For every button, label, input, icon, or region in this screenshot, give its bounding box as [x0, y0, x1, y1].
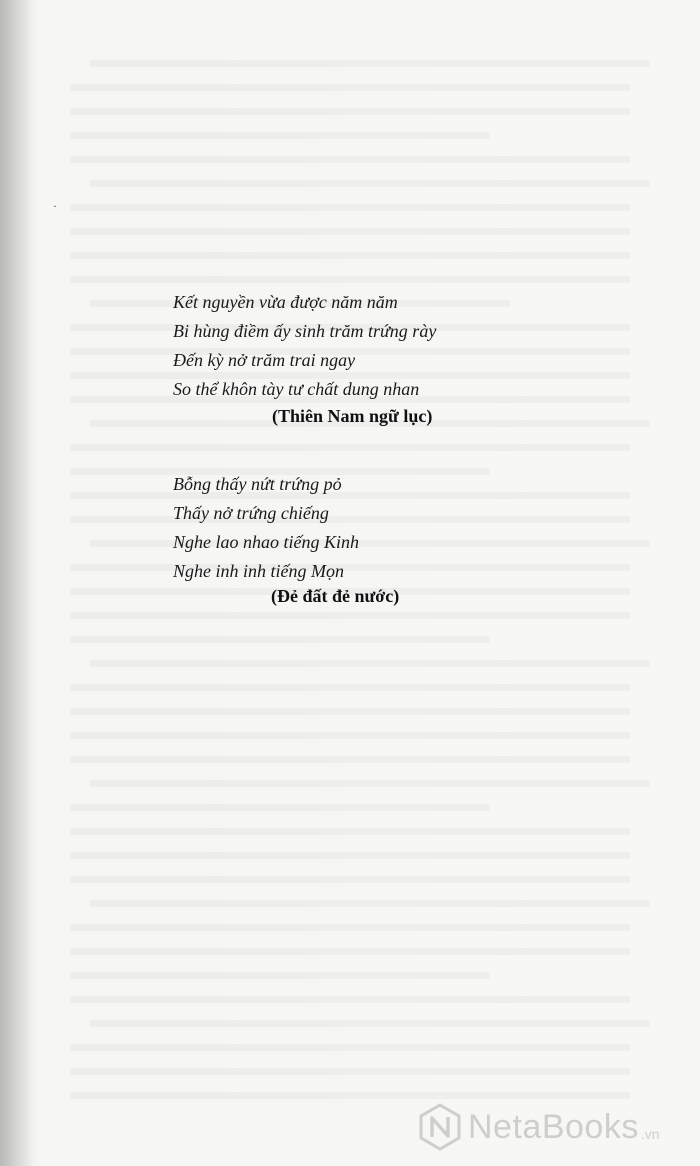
show-through-line [70, 1044, 630, 1051]
show-through-line [70, 876, 630, 883]
netabooks-logo-icon [418, 1103, 462, 1151]
show-through-line [70, 852, 630, 859]
gutter-shadow [0, 0, 34, 1166]
show-through-line [70, 948, 630, 955]
show-through-line [70, 204, 630, 211]
show-through-line [70, 732, 630, 739]
show-through-line [70, 828, 630, 835]
show-through-line [70, 612, 630, 619]
verse-line: Bỗng thấy nứt trứng pỏ [173, 474, 342, 494]
verse-1 [173, 288, 436, 404]
show-through-line [70, 924, 630, 931]
watermark-logo [418, 1102, 660, 1152]
show-through-line [70, 756, 630, 763]
verse-line: Bi hùng điềm ấy sinh trăm trứng rày [173, 321, 437, 341]
show-through-line [90, 900, 650, 907]
watermark-suffix: .vn [640, 1126, 660, 1142]
show-through-line [70, 1068, 630, 1075]
verse-line: Nghe lao nhao tiếng Kinh [173, 532, 359, 552]
show-through-line [70, 1092, 630, 1099]
show-through-line [70, 228, 630, 235]
show-through-line [70, 996, 630, 1003]
verse-2 [173, 470, 359, 586]
show-through-line [70, 84, 630, 91]
show-through-line [90, 1020, 650, 1027]
show-through-line [70, 252, 630, 259]
verse-1-source: (Thiên Nam ngữ lục) [272, 406, 433, 426]
verse-2-source: (Đẻ đất đẻ nước) [271, 586, 400, 606]
show-through-line [70, 132, 490, 139]
watermark-brand: NetaBooks [468, 1107, 639, 1146]
show-through-line [70, 708, 630, 715]
verse-line: Đến kỳ nở trăm trai ngay [173, 350, 356, 370]
show-through-line [70, 444, 630, 451]
show-through-line [70, 156, 630, 163]
show-through-line [70, 636, 490, 643]
show-through-line [70, 804, 490, 811]
show-through-line [70, 972, 490, 979]
ink-mark: ˙ [52, 204, 58, 218]
verse-line: Kết nguyền vừa được năm năm [173, 292, 398, 312]
show-through-line [90, 180, 650, 187]
show-through-line [90, 780, 650, 787]
show-through-line [90, 60, 650, 67]
show-through-line [90, 660, 650, 667]
verse-line: So thể khôn tày tư chất dung nhan [173, 379, 420, 399]
verse-line: Thấy nở trứng chiếng [173, 503, 329, 523]
show-through-line [70, 276, 630, 283]
verse-line: Nghe inh inh tiếng Mọn [173, 561, 344, 581]
show-through-line [70, 108, 630, 115]
show-through-line [70, 684, 630, 691]
